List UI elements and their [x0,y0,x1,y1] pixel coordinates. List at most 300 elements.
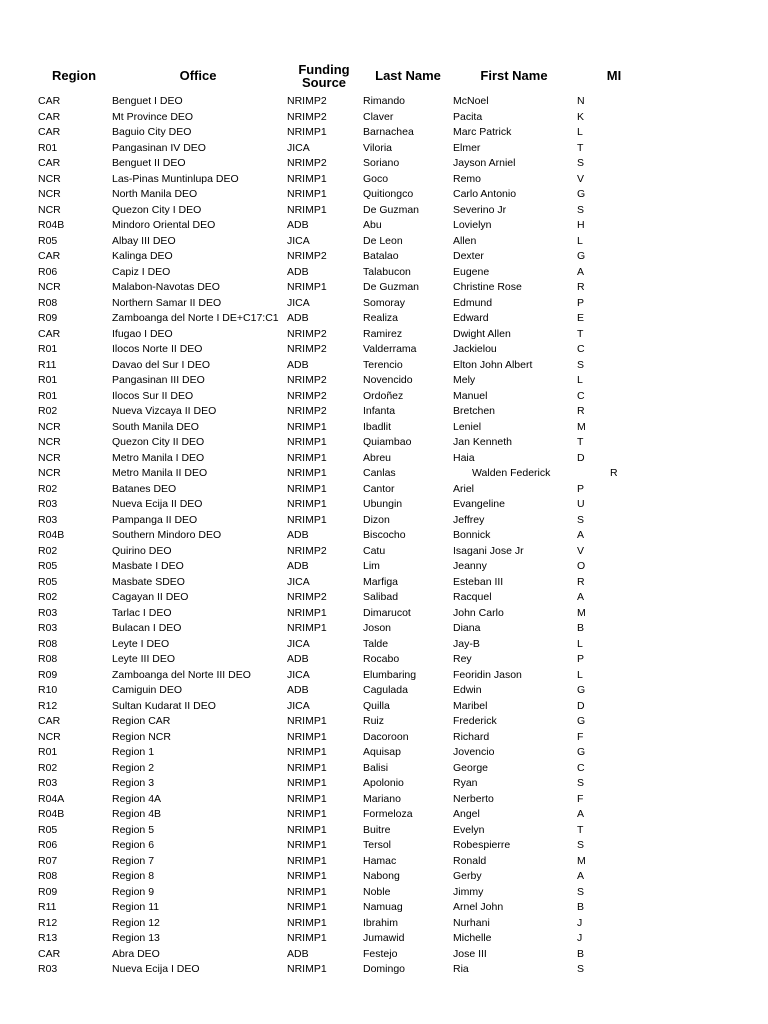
cell-funding-source: NRIMP1 [287,839,327,851]
cell-last-name: Cantor [363,482,395,495]
cell-last-name: Soriano [363,157,400,169]
cell-mi: G [577,715,586,727]
cell-region: CAR [38,157,61,169]
cell-last-name: Lim [363,560,380,572]
table-row [0,714,768,730]
table-row [0,776,768,792]
cell-first-name: Marc Patrick [453,126,512,138]
table-row [0,265,768,281]
cell-last-name: Dimarucot [363,606,411,619]
cell-region: R02 [38,761,58,774]
cell-mi: P [577,482,585,495]
cell-office: Quezon City I DEO [112,203,202,216]
cell-region: R04B [38,219,65,231]
cell-last-name: Goco [363,172,389,185]
cell-last-name: De Leon [363,234,403,247]
cell-last-name: Viloria [363,141,392,154]
cell-last-name: Namuag [363,901,403,913]
cell-funding-source: NRIMP2 [287,389,327,402]
header-last-name: Last Name [375,68,441,83]
cell-first-name: Jayson Arniel [453,157,516,169]
cell-first-name: Diana [453,622,481,634]
cell-mi: A [577,591,585,603]
cell-office: Mt Province DEO [112,110,194,123]
cell-region: NCR [38,203,61,216]
cell-first-name: Ria [453,963,469,975]
table-row [0,544,768,560]
cell-office: Region CAR [112,715,171,727]
cell-funding-source: NRIMP2 [287,544,327,557]
table-row [0,683,768,699]
cell-funding-source: NRIMP1 [287,808,327,820]
cell-last-name: Jumawid [363,932,405,944]
cell-region: R01 [38,141,58,154]
cell-funding-source: NRIMP2 [287,157,327,169]
cell-office: Zamboanga del Norte I DE+C17:C1 [112,312,279,324]
cell-last-name: Rimando [363,95,406,107]
cell-funding-source: NRIMP2 [287,110,327,123]
cell-mi: P [577,653,585,665]
table-row [0,807,768,823]
cell-last-name: Ramirez [363,327,403,340]
cell-office: Region 6 [112,839,155,851]
cell-mi: G [577,684,586,696]
table-row [0,528,768,544]
cell-office: Region 4B [112,808,162,820]
cell-first-name: John Carlo [453,606,504,619]
cell-office: North Manila DEO [112,188,198,200]
cell-first-name: Jose III [453,947,487,960]
table-row [0,869,768,885]
cell-region: R02 [38,544,58,557]
cell-mi: A [577,870,585,882]
cell-first-name: Esteban III [453,575,504,588]
cell-last-name: Abu [363,219,382,231]
cell-region: R02 [38,482,58,495]
cell-mi: G [577,746,586,758]
cell-first-name: Lovielyn [453,219,492,231]
cell-last-name: Talabucon [363,265,411,278]
cell-first-name: Frederick [453,715,497,727]
cell-first-name: Rey [453,653,472,665]
header-office: Office [179,68,217,83]
table-row [0,125,768,141]
cell-region: NCR [38,188,61,200]
cell-funding-source: JICA [287,234,310,247]
cell-office: Northern Samar II DEO [112,296,222,309]
table-header [0,60,768,92]
cell-office: Tarlac I DEO [112,606,172,619]
table-row [0,699,768,715]
cell-mi: V [577,544,585,557]
cell-last-name: Apolonio [363,777,404,789]
table-row [0,931,768,947]
cell-last-name: Joson [363,622,392,634]
table-row [0,451,768,467]
table-row [0,327,768,343]
cell-office: Nueva Ecija II DEO [112,498,203,510]
table-row [0,900,768,916]
table-row [0,621,768,637]
cell-region: R08 [38,653,58,665]
cell-first-name: Evangeline [453,498,505,510]
cell-office: Quezon City II DEO [112,436,205,448]
cell-first-name: Jeffrey [453,513,485,526]
table-row [0,823,768,839]
cell-funding-source: JICA [287,637,310,650]
cell-first-name: Dwight Allen [453,327,511,340]
cell-funding-source: ADB [287,947,309,960]
cell-region: CAR [38,327,61,340]
cell-last-name: Quitiongco [363,188,414,200]
cell-funding-source: JICA [287,699,310,712]
cell-funding-source: NRIMP1 [287,281,327,293]
cell-first-name: Racquel [453,591,492,603]
cell-office: Metro Manila II DEO [112,467,208,479]
cell-funding-source: ADB [287,560,309,572]
cell-last-name: Claver [363,110,394,123]
cell-first-name: Jay-B [453,637,480,650]
cell-first-name: Robespierre [453,839,511,851]
cell-last-name: Somoray [363,296,406,309]
cell-office: Ilocos Sur II DEO [112,389,194,402]
cell-last-name: Terencio [363,358,403,371]
cell-funding-source: NRIMP1 [287,792,327,805]
cell-first-name: Arnel John [453,901,504,913]
cell-mi: V [577,172,585,185]
cell-last-name: Ibrahim [363,916,399,929]
cell-office: Mindoro Oriental DEO [112,219,216,231]
cell-mi: B [577,947,585,960]
cell-funding-source: NRIMP1 [287,854,327,867]
cell-region: R01 [38,389,58,402]
cell-mi: D [577,699,585,712]
cell-office: Region 4A [112,792,162,805]
cell-last-name: Tersol [363,839,392,851]
cell-region: R07 [38,854,58,867]
table-row [0,745,768,761]
cell-first-name: Maribel [453,699,488,712]
cell-first-name: McNoel [453,95,489,107]
cell-first-name: Leniel [453,420,482,433]
cell-funding-source: NRIMP1 [287,730,327,743]
cell-region: R11 [38,901,57,913]
cell-office: Pangasinan IV DEO [112,141,206,154]
cell-office: Nueva Ecija I DEO [112,963,200,975]
table-row [0,435,768,451]
cell-mi: C [577,343,585,355]
cell-region: R03 [38,963,58,975]
cell-region: R06 [38,265,58,278]
cell-mi: S [577,963,585,975]
table-row [0,838,768,854]
cell-last-name: Festejo [363,947,398,960]
cell-mi: B [577,622,585,634]
cell-region: CAR [38,715,61,727]
cell-mi: C [577,389,585,402]
cell-mi: D [577,451,585,464]
cell-funding-source: JICA [287,296,310,309]
cell-last-name: Hamac [363,854,397,867]
table-row [0,94,768,110]
cell-first-name: Elton John Albert [453,358,533,371]
cell-mi: O [577,560,586,572]
cell-office: Camiguin DEO [112,684,183,696]
cell-region: R01 [38,343,58,355]
cell-mi: A [577,265,585,278]
cell-region: R10 [38,684,58,696]
cell-region: R05 [38,823,58,836]
cell-office: Abra DEO [112,947,160,960]
header-first-name: First Name [480,68,548,83]
header-funding-source [280,63,368,89]
cell-last-name: Quilla [363,699,390,712]
cell-mi: L [577,668,583,681]
cell-last-name: Barnachea [363,126,414,138]
cell-first-name: Christine Rose [453,281,522,293]
cell-funding-source: NRIMP1 [287,606,327,619]
cell-region: R05 [38,560,58,572]
cell-region: CAR [38,126,61,138]
cell-office: Region 7 [112,854,155,867]
cell-last-name: Domingo [363,963,406,975]
cell-region: NCR [38,172,61,185]
header-funding-line1: Funding [298,62,350,77]
cell-office: Region 8 [112,870,155,882]
cell-funding-source: NRIMP1 [287,916,327,929]
cell-first-name: Jimmy [453,885,484,898]
cell-first-name: Isagani Jose Jr [453,544,524,557]
cell-last-name: Rocabo [363,653,400,665]
cell-office: Southern Mindoro DEO [112,529,222,541]
cell-office: Leyte I DEO [112,637,170,650]
cell-last-name: Formeloza [363,808,413,820]
cell-first-name: Edwin [453,684,482,696]
table-row [0,249,768,265]
table-row [0,172,768,188]
cell-last-name: Valderrama [363,343,417,355]
cell-last-name: Batalao [363,250,399,262]
cell-office: Nueva Vizcaya II DEO [112,405,217,417]
table-row [0,947,768,963]
cell-first-name: Evelyn [453,823,485,836]
cell-region: CAR [38,95,61,107]
cell-region: R01 [38,746,58,758]
cell-first-name: Mely [453,374,476,386]
table-row [0,203,768,219]
table-row [0,234,768,250]
table-row [0,296,768,312]
cell-mi: F [577,730,584,743]
cell-first-name: Nurhani [453,916,490,929]
table-row [0,110,768,126]
cell-last-name: Ibadlit [363,420,392,433]
cell-office: Capiz I DEO [112,265,171,278]
cell-mi: T [577,823,584,836]
cell-mi: A [577,808,585,820]
cell-mi: R [610,467,618,479]
table-row [0,311,768,327]
cell-funding-source: NRIMP1 [287,746,327,758]
cell-region: R09 [38,312,58,324]
cell-last-name: Infanta [363,405,396,417]
cell-last-name: Nabong [363,870,400,882]
cell-last-name: Balisi [363,761,389,774]
cell-funding-source: NRIMP1 [287,885,327,898]
cell-funding-source: NRIMP1 [287,436,327,448]
cell-mi: G [577,188,586,200]
cell-funding-source: NRIMP1 [287,482,327,495]
cell-region: NCR [38,467,61,479]
cell-mi: M [577,606,586,619]
cell-funding-source: NRIMP2 [287,250,327,262]
cell-first-name: Severino Jr [453,203,507,216]
cell-region: CAR [38,250,61,262]
cell-office: Zamboanga del Norte III DEO [112,668,251,681]
cell-first-name: Eugene [453,265,490,278]
table-row [0,404,768,420]
cell-region: R11 [38,358,57,371]
cell-funding-source: JICA [287,141,310,154]
cell-region: R06 [38,839,58,851]
cell-funding-source: NRIMP1 [287,420,327,433]
cell-mi: S [577,777,585,789]
cell-last-name: Ruiz [363,715,385,727]
cell-office: Pampanga II DEO [112,513,198,526]
cell-office: Pangasinan III DEO [112,374,205,386]
cell-first-name: Ryan [453,777,478,789]
cell-first-name: Allen [453,234,477,247]
cell-first-name: Ariel [453,482,475,495]
cell-funding-source: NRIMP2 [287,591,327,603]
cell-funding-source: ADB [287,684,309,696]
cell-first-name: Jeanny [453,560,487,572]
cell-office: Sultan Kudarat II DEO [112,699,216,712]
cell-mi: N [577,95,585,107]
cell-last-name: Canlas [363,467,396,479]
cell-mi: C [577,761,585,774]
cell-mi: J [577,932,583,944]
cell-last-name: Dizon [363,513,390,526]
cell-funding-source: NRIMP1 [287,715,327,727]
header-region: Region [51,68,97,83]
cell-funding-source: NRIMP1 [287,203,327,216]
cell-last-name: Ubungin [363,498,403,510]
cell-first-name: Pacita [453,110,483,123]
cell-funding-source: ADB [287,358,309,371]
cell-region: NCR [38,730,61,743]
table-row [0,590,768,606]
cell-mi: U [577,498,585,510]
cell-funding-source: NRIMP1 [287,901,327,913]
cell-funding-source: NRIMP1 [287,963,327,975]
cell-region: R08 [38,637,58,650]
cell-office: Ilocos Norte II DEO [112,343,203,355]
cell-first-name: Richard [453,730,490,743]
table-row [0,156,768,172]
cell-funding-source: NRIMP1 [287,498,327,510]
cell-first-name: Edmund [453,296,493,309]
cell-mi: L [577,126,583,138]
cell-first-name: Walden Federick [472,467,551,479]
cell-last-name: Realiza [363,312,399,324]
cell-region: R03 [38,513,58,526]
cell-office: Malabon-Navotas DEO [112,281,220,293]
cell-region: R05 [38,575,58,588]
cell-first-name: Bretchen [453,405,496,417]
table-row [0,792,768,808]
cell-region: NCR [38,281,61,293]
cell-region: R12 [38,916,58,929]
cell-mi: S [577,839,585,851]
cell-mi: M [577,420,586,433]
cell-mi: H [577,219,585,231]
cell-region: NCR [38,436,61,448]
cell-region: R03 [38,498,58,510]
cell-region: R05 [38,234,58,247]
cell-office: Leyte III DEO [112,653,176,665]
cell-mi: T [577,141,584,154]
cell-first-name: Michelle [453,932,492,944]
table-row [0,559,768,575]
cell-funding-source: NRIMP1 [287,513,327,526]
cell-office: Region 1 [112,746,155,758]
cell-funding-source: ADB [287,312,309,324]
cell-region: R01 [38,374,58,386]
cell-office: Masbate SDEO [112,575,185,588]
cell-funding-source: NRIMP1 [287,932,327,944]
cell-last-name: Ordoñez [363,389,404,402]
cell-region: R09 [38,885,58,898]
cell-last-name: Novencido [363,374,413,386]
cell-last-name: Catu [363,544,386,557]
cell-funding-source: NRIMP2 [287,327,327,340]
cell-funding-source: NRIMP2 [287,95,327,107]
table-row [0,730,768,746]
cell-last-name: Marfiga [363,575,399,588]
cell-first-name: Edward [453,312,489,324]
cell-funding-source: NRIMP1 [287,467,327,479]
cell-office: Batanes DEO [112,482,177,495]
table-row [0,466,768,482]
table-row [0,916,768,932]
cell-region: CAR [38,947,61,960]
cell-first-name: Ronald [453,854,487,867]
cell-last-name: Noble [363,885,391,898]
cell-first-name: Gerby [453,870,482,882]
cell-funding-source: NRIMP2 [287,374,327,386]
cell-region: NCR [38,420,61,433]
table-row [0,420,768,436]
cell-first-name: George [453,761,489,774]
table-row [0,141,768,157]
cell-first-name: Remo [453,172,482,185]
cell-region: R02 [38,591,58,603]
table-row [0,280,768,296]
table-row [0,575,768,591]
cell-mi: L [577,637,583,650]
table-row [0,652,768,668]
cell-office: Benguet I DEO [112,95,183,107]
cell-mi: R [577,575,585,588]
cell-mi: J [577,916,583,929]
table-row [0,218,768,234]
cell-first-name: Feoridin Jason [453,668,522,681]
cell-office: Albay III DEO [112,234,176,247]
cell-funding-source: ADB [287,653,309,665]
cell-office: Las-Pinas Muntinlupa DEO [112,172,239,185]
cell-office: Region 11 [112,901,160,913]
